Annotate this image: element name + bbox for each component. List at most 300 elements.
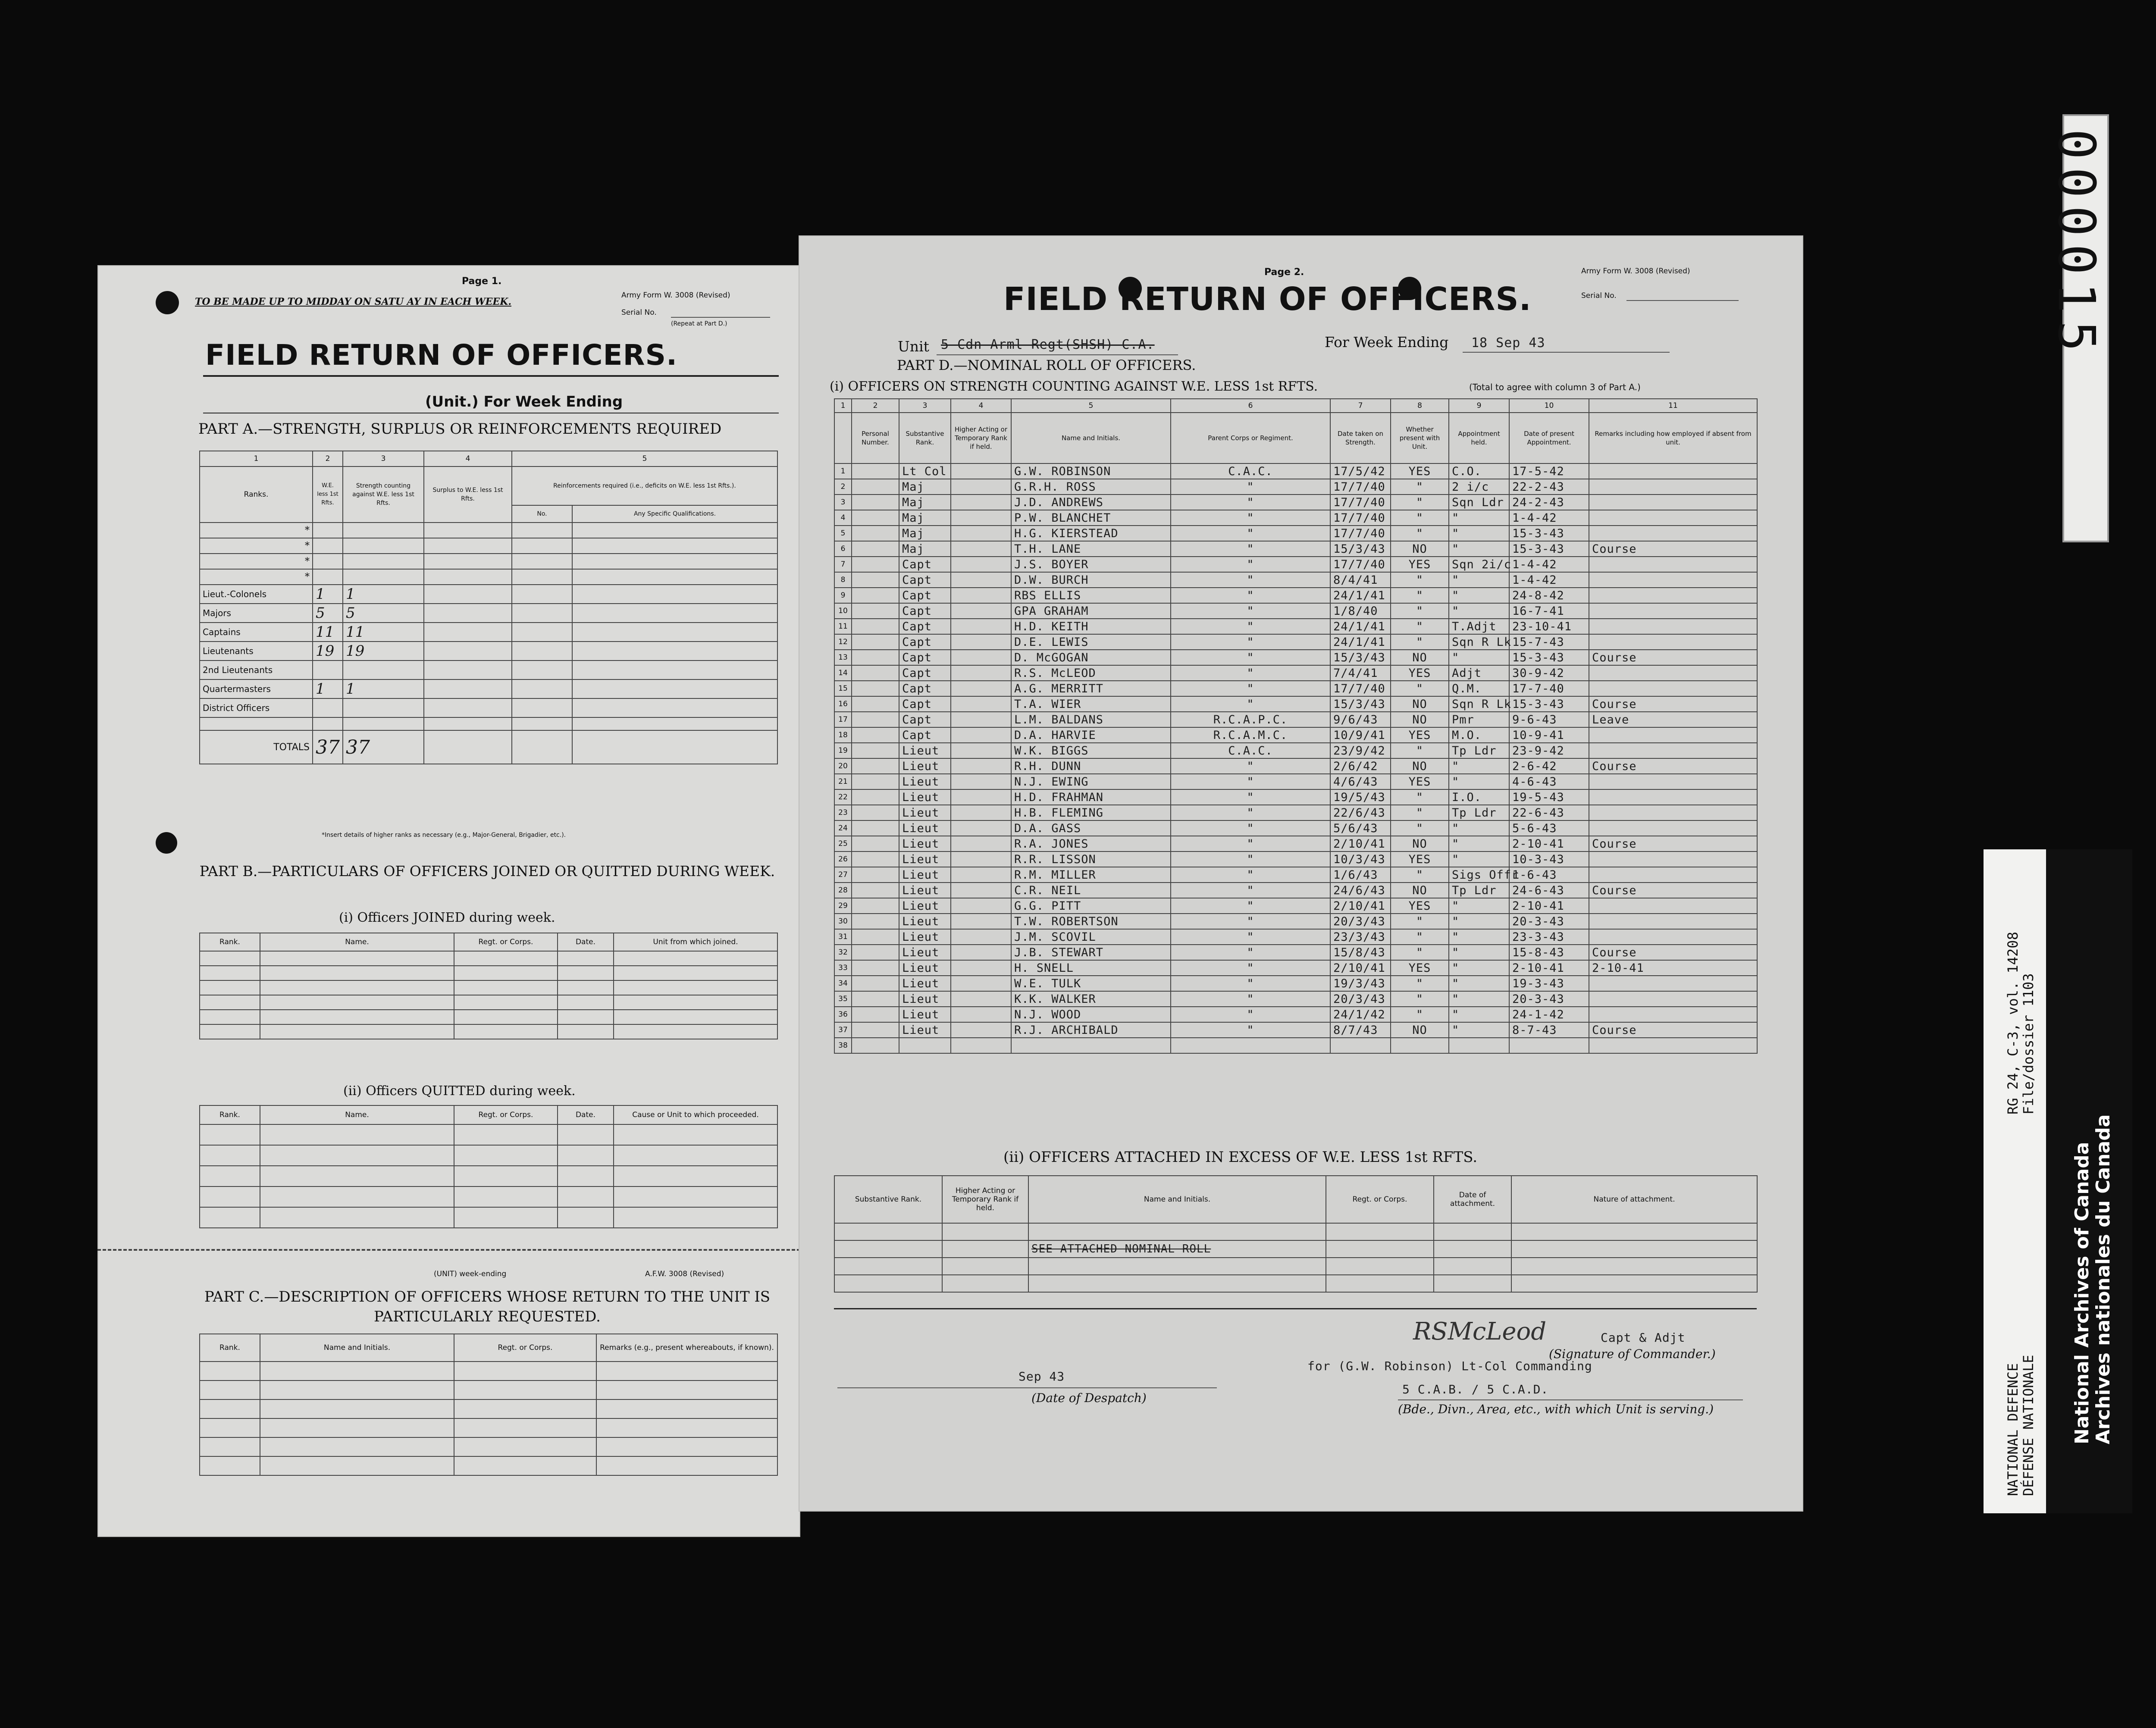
- parent-corps: ": [1171, 650, 1330, 665]
- col-number: 3: [343, 451, 424, 466]
- remarks: Course: [1589, 650, 1757, 665]
- acting-rank: [951, 898, 1011, 914]
- acting-rank: [951, 883, 1011, 898]
- substantive-rank: Lt Col: [899, 463, 951, 479]
- officer-name: T.A. WIER: [1011, 696, 1171, 712]
- appointment: ": [1449, 820, 1509, 836]
- parent-corps: ": [1171, 929, 1330, 945]
- roll-row: [834, 495, 1757, 510]
- roll-col-header: Remarks including how employed if absent from unit.: [1589, 413, 1757, 463]
- present-with-unit: YES: [1391, 774, 1449, 789]
- appointment: ": [1449, 898, 1509, 914]
- personal-number: [852, 588, 899, 603]
- roll-number: 16: [834, 696, 852, 712]
- attached-col: Substantive Rank.: [834, 1176, 942, 1223]
- substantive-rank: Lieut: [899, 820, 951, 836]
- part-a-table: 1 2 3 4 5 Ranks. W.E. less 1st Rfts. Strength counting against W.E. less 1st Rfts. Surplus to W.E. less 1st Rfts. Reinforcements required (i.e., deficits on W.E. less 1st Rfts.). No. Any Specific Qualifications. * * * * Lieut.-Colonels 1 1 Majors 5 5 Captains 11 11 Lieutenants 19 19 2nd Lieutenants Quartermasters 1 1 District Officers TOTALS 37 37: [199, 451, 778, 764]
- signature-label: (Signature of Commander.): [1549, 1347, 1716, 1361]
- substantive-rank: Maj: [899, 526, 951, 541]
- present-with-unit: ": [1391, 929, 1449, 945]
- appointment: ": [1449, 650, 1509, 665]
- roll-row: [834, 681, 1757, 696]
- date-on-strength: 1/8/40: [1330, 603, 1391, 619]
- substantive-rank: Lieut: [899, 789, 951, 805]
- appointment-date: 30-9-42: [1509, 665, 1589, 681]
- despatch-value: Sep 43: [1018, 1369, 1065, 1384]
- roll-number: 11: [834, 619, 852, 634]
- date-on-strength: 23/9/42: [1330, 743, 1391, 758]
- personal-number: [852, 572, 899, 588]
- parent-corps: ": [1171, 883, 1330, 898]
- roll-col-header: Whether present with Unit.: [1391, 413, 1449, 463]
- appointment: Tp Ldr: [1449, 805, 1509, 820]
- roll-row: [834, 479, 1757, 495]
- col-reinforcements: Reinforcements required (i.e., deficits on W.E. less 1st Rfts.).: [512, 466, 777, 505]
- substantive-rank: Lieut: [899, 805, 951, 820]
- totals-we: 37: [313, 730, 343, 764]
- remarks: [1589, 774, 1757, 789]
- col-surplus: Surplus to W.E. less 1st Rfts.: [424, 466, 512, 523]
- acting-rank: [951, 789, 1011, 805]
- appointment-date: 9-6-43: [1509, 712, 1589, 727]
- roll-number: 15: [834, 681, 852, 696]
- roll-number: 23: [834, 805, 852, 820]
- roll-col-header: Parent Corps or Regiment.: [1171, 413, 1330, 463]
- personal-number: [852, 634, 899, 650]
- roll-number: 29: [834, 898, 852, 914]
- part-c-col: Rank.: [200, 1334, 260, 1362]
- substantive-rank: Capt: [899, 557, 951, 572]
- parent-corps: ": [1171, 557, 1330, 572]
- roll-number: 6: [834, 541, 852, 557]
- personal-number: [852, 820, 899, 836]
- remarks: 2-10-41: [1589, 960, 1757, 976]
- roll-number: 2: [834, 479, 852, 495]
- parent-corps: ": [1171, 960, 1330, 976]
- officer-name: G.R.H. ROSS: [1011, 479, 1171, 495]
- appointment: M.O.: [1449, 727, 1509, 743]
- substantive-rank: Capt: [899, 665, 951, 681]
- present-with-unit: ": [1391, 681, 1449, 696]
- we-value: 1: [313, 585, 343, 604]
- officer-name: D.A. GASS: [1011, 820, 1171, 836]
- date-on-strength: 1/6/43: [1330, 867, 1391, 883]
- appointment-date: 15-3-43: [1509, 696, 1589, 712]
- remarks: Course: [1589, 836, 1757, 851]
- appointment-date: 10-9-41: [1509, 727, 1589, 743]
- parent-corps: ": [1171, 510, 1330, 526]
- parent-corps: ": [1171, 479, 1330, 495]
- appointment-date: 22-2-43: [1509, 479, 1589, 495]
- appointment: ": [1449, 774, 1509, 789]
- officer-name: D.A. HARVIE: [1011, 727, 1171, 743]
- officer-name: L.M. BALDANS: [1011, 712, 1171, 727]
- officer-name: K.K. WALKER: [1011, 991, 1171, 1007]
- substantive-rank: Lieut: [899, 743, 951, 758]
- present-with-unit: NO: [1391, 696, 1449, 712]
- page-label: Page 1.: [462, 276, 502, 287]
- date-on-strength: 24/1/41: [1330, 588, 1391, 603]
- part-d-heading: PART D.—NOMINAL ROLL OF OFFICERS.: [897, 357, 1196, 373]
- acting-rank: [951, 696, 1011, 712]
- present-with-unit: ": [1391, 867, 1449, 883]
- appointment: ": [1449, 851, 1509, 867]
- present-with-unit: ": [1391, 805, 1449, 820]
- substantive-rank: Capt: [899, 634, 951, 650]
- roll-row: [834, 914, 1757, 929]
- officer-name: H.D. FRAHMAN: [1011, 789, 1171, 805]
- roll-row: [834, 743, 1757, 758]
- officer-name: J.B. STEWART: [1011, 945, 1171, 960]
- appointment: T.Adjt: [1449, 619, 1509, 634]
- appointment-date: 1-4-42: [1509, 572, 1589, 588]
- remarks: [1589, 727, 1757, 743]
- appointment-date: 20-3-43: [1509, 914, 1589, 929]
- appointment: Tp Ldr: [1449, 743, 1509, 758]
- appointment-date: [1509, 1038, 1589, 1053]
- personal-number: [852, 495, 899, 510]
- acting-rank: [951, 929, 1011, 945]
- roll-col-header: [834, 413, 852, 463]
- roll-row: [834, 851, 1757, 867]
- archives-label-card: [1984, 849, 2132, 1513]
- remarks: [1589, 805, 1757, 820]
- present-with-unit: NO: [1391, 541, 1449, 557]
- roll-row: [834, 867, 1757, 883]
- appointment-date: 1-4-42: [1509, 557, 1589, 572]
- present-with-unit: NO: [1391, 883, 1449, 898]
- substantive-rank: Capt: [899, 696, 951, 712]
- week-ending-label: For Week Ending: [1325, 334, 1449, 351]
- attached-col: Higher Acting or Temporary Rank if held.: [942, 1176, 1028, 1223]
- personal-number: [852, 929, 899, 945]
- substantive-rank: Capt: [899, 727, 951, 743]
- personal-number: [852, 696, 899, 712]
- appointment-date: 15-3-43: [1509, 541, 1589, 557]
- date-on-strength: 10/3/43: [1330, 851, 1391, 867]
- personal-number: [852, 1022, 899, 1038]
- despatch-label: (Date of Despatch): [1031, 1391, 1147, 1405]
- date-on-strength: 2/6/42: [1330, 758, 1391, 774]
- parent-corps: ": [1171, 945, 1330, 960]
- date-on-strength: 24/1/41: [1330, 634, 1391, 650]
- appointment: [1449, 1038, 1509, 1053]
- appointment: ": [1449, 758, 1509, 774]
- personal-number: [852, 836, 899, 851]
- date-on-strength: 17/7/40: [1330, 510, 1391, 526]
- appointment-date: 20-3-43: [1509, 991, 1589, 1007]
- date-on-strength: 2/10/41: [1330, 836, 1391, 851]
- acting-rank: [951, 836, 1011, 851]
- remarks: [1589, 572, 1757, 588]
- roll-col-header: Personal Number.: [852, 413, 899, 463]
- substantive-rank: Lieut: [899, 1007, 951, 1022]
- strength-value: 1: [343, 585, 424, 604]
- present-with-unit: YES: [1391, 665, 1449, 681]
- personal-number: [852, 463, 899, 479]
- appointment-date: 17-7-40: [1509, 681, 1589, 696]
- officer-name: W.K. BIGGS: [1011, 743, 1171, 758]
- roll-number: 13: [834, 650, 852, 665]
- joined-heading: (i) Officers JOINED during week.: [339, 910, 555, 925]
- acting-rank: [951, 463, 1011, 479]
- appointment-date: 19-3-43: [1509, 976, 1589, 991]
- present-with-unit: YES: [1391, 851, 1449, 867]
- part-c-col: Regt. or Corps.: [454, 1334, 596, 1362]
- unit-value: 5 Cdn Arml Regt(SHSH) C.A.: [941, 337, 1155, 352]
- roll-row: [834, 603, 1757, 619]
- substantive-rank: Capt: [899, 603, 951, 619]
- serial-no: Serial No.: [621, 308, 657, 317]
- appointment: ": [1449, 526, 1509, 541]
- punch-hole: [156, 291, 179, 314]
- date-on-strength: 5/6/43: [1330, 820, 1391, 836]
- date-on-strength: 15/8/43: [1330, 945, 1391, 960]
- appointment-date: 16-7-41: [1509, 603, 1589, 619]
- personal-number: [852, 681, 899, 696]
- parent-corps: ": [1171, 588, 1330, 603]
- strength-value: 1: [343, 679, 424, 698]
- col-number: 2: [313, 451, 343, 466]
- part-c-heading: PART C.—DESCRIPTION OF OFFICERS WHOSE RETURN TO THE UNIT IS PARTICULARLY REQUESTED.: [204, 1288, 771, 1325]
- personal-number: [852, 541, 899, 557]
- remarks: [1589, 898, 1757, 914]
- appointment-date: 24-2-43: [1509, 495, 1589, 510]
- week-ending-value: 18 Sep 43: [1471, 335, 1545, 351]
- date-on-strength: 10/9/41: [1330, 727, 1391, 743]
- page-2: [799, 235, 1803, 1512]
- appointment-date: 5-6-43: [1509, 820, 1589, 836]
- acting-rank: [951, 603, 1011, 619]
- officer-name: R.H. DUNN: [1011, 758, 1171, 774]
- roll-col-number: 5: [1011, 399, 1171, 413]
- personal-number: [852, 851, 899, 867]
- joined-col: Rank.: [200, 933, 260, 951]
- acting-rank: [951, 634, 1011, 650]
- personal-number: [852, 945, 899, 960]
- roll-number: 21: [834, 774, 852, 789]
- appointment: ": [1449, 976, 1509, 991]
- attached-col: Regt. or Corps.: [1326, 1176, 1434, 1223]
- substantive-rank: Maj: [899, 495, 951, 510]
- date-on-strength: 23/3/43: [1330, 929, 1391, 945]
- attached-col: Nature of attachment.: [1511, 1176, 1757, 1223]
- roll-number: 28: [834, 883, 852, 898]
- col-number: 4: [424, 451, 512, 466]
- parent-corps: R.C.A.P.C.: [1171, 712, 1330, 727]
- quitted-col: Name.: [260, 1105, 454, 1124]
- part-c-unit-line: (UNIT) week-ending: [434, 1270, 507, 1278]
- remarks: Course: [1589, 696, 1757, 712]
- personal-number: [852, 914, 899, 929]
- roll-number: 27: [834, 867, 852, 883]
- appointment: ": [1449, 929, 1509, 945]
- acting-rank: [951, 914, 1011, 929]
- roll-number: 30: [834, 914, 852, 929]
- quitted-col: Cause or Unit to which proceeded.: [614, 1105, 777, 1124]
- roll-row: [834, 960, 1757, 976]
- date-on-strength: 2/10/41: [1330, 960, 1391, 976]
- date-on-strength: 15/3/43: [1330, 541, 1391, 557]
- roll-row: [834, 526, 1757, 541]
- roll-number: 8: [834, 572, 852, 588]
- appointment-date: 23-9-42: [1509, 743, 1589, 758]
- substantive-rank: Lieut: [899, 883, 951, 898]
- appointment: C.O.: [1449, 463, 1509, 479]
- appointment: Tp Ldr: [1449, 883, 1509, 898]
- date-on-strength: 22/6/43: [1330, 805, 1391, 820]
- parent-corps: ": [1171, 774, 1330, 789]
- present-with-unit: NO: [1391, 1022, 1449, 1038]
- parent-corps: ": [1171, 1007, 1330, 1022]
- acting-rank: [951, 820, 1011, 836]
- parent-corps: ": [1171, 526, 1330, 541]
- officer-name: D. McGOGAN: [1011, 650, 1171, 665]
- joined-col: Date.: [558, 933, 614, 951]
- appointment: Sqn R Lk: [1449, 634, 1509, 650]
- officer-name: J.S. BOYER: [1011, 557, 1171, 572]
- remarks: Course: [1589, 541, 1757, 557]
- roll-number: 37: [834, 1022, 852, 1038]
- parent-corps: ": [1171, 789, 1330, 805]
- strength-value: 11: [343, 623, 424, 642]
- substantive-rank: Capt: [899, 712, 951, 727]
- attached-table: [834, 1175, 1758, 1293]
- date-on-strength: 20/3/43: [1330, 914, 1391, 929]
- appointment-date: 22-6-43: [1509, 805, 1589, 820]
- officer-name: RBS ELLIS: [1011, 588, 1171, 603]
- present-with-unit: ": [1391, 619, 1449, 634]
- we-value: [313, 698, 343, 717]
- officer-name: W.E. TULK: [1011, 976, 1171, 991]
- roll-number: 4: [834, 510, 852, 526]
- appointment-date: 15-7-43: [1509, 634, 1589, 650]
- present-with-unit: ": [1391, 914, 1449, 929]
- roll-row: [834, 898, 1757, 914]
- roll-number: 7: [834, 557, 852, 572]
- repeat-note: (Repeat at Part D.): [671, 320, 727, 327]
- totals-label: TOTALS: [200, 730, 313, 764]
- attached-col: Date of attachment.: [1434, 1176, 1511, 1223]
- remarks: Course: [1589, 758, 1757, 774]
- col-number: 1: [200, 451, 313, 466]
- parent-corps: ": [1171, 681, 1330, 696]
- date-on-strength: 15/3/43: [1330, 650, 1391, 665]
- source-fr: DÉFENSE NATIONALE: [2020, 1355, 2037, 1496]
- personal-number: [852, 789, 899, 805]
- roll-number: 14: [834, 665, 852, 681]
- date-on-strength: 4/6/43: [1330, 774, 1391, 789]
- parent-corps: C.A.C.: [1171, 463, 1330, 479]
- acting-rank: [951, 712, 1011, 727]
- officer-name: H.G. KIERSTEAD: [1011, 526, 1171, 541]
- date-on-strength: 17/7/40: [1330, 495, 1391, 510]
- date-on-strength: 19/5/43: [1330, 789, 1391, 805]
- roll-number: 22: [834, 789, 852, 805]
- roll-row: [834, 696, 1757, 712]
- remarks: [1589, 867, 1757, 883]
- personal-number: [852, 883, 899, 898]
- instruction-line: TO BE MADE UP TO MIDDAY ON SATU AY IN EACH WEEK.: [195, 296, 511, 307]
- roll-row: [834, 634, 1757, 650]
- parent-corps: ": [1171, 851, 1330, 867]
- appointment: ": [1449, 945, 1509, 960]
- roll-col-number: 8: [1391, 399, 1449, 413]
- formation-label: (Bde., Divn., Area, etc., with which Unit is serving.): [1398, 1402, 1714, 1416]
- present-with-unit: [1391, 1038, 1449, 1053]
- date-on-strength: 24/1/42: [1330, 1007, 1391, 1022]
- remarks: Course: [1589, 1022, 1757, 1038]
- roll-row: [834, 945, 1757, 960]
- parent-corps: ": [1171, 820, 1330, 836]
- roll-number: 35: [834, 991, 852, 1007]
- date-on-strength: 17/5/42: [1330, 463, 1391, 479]
- acting-rank: [951, 557, 1011, 572]
- col-strength: Strength counting against W.E. less 1st Rfts.: [343, 466, 424, 523]
- acting-rank: [951, 541, 1011, 557]
- roll-row: [834, 572, 1757, 588]
- we-value: 19: [313, 642, 343, 661]
- officer-name: D.W. BURCH: [1011, 572, 1171, 588]
- officer-name: T.H. LANE: [1011, 541, 1171, 557]
- appointment: ": [1449, 960, 1509, 976]
- commander-signature: RSMcLeod: [1413, 1318, 1547, 1346]
- roll-col-number: 1: [834, 399, 852, 413]
- appointment-date: 4-6-43: [1509, 774, 1589, 789]
- present-with-unit: NO: [1391, 712, 1449, 727]
- parent-corps: ": [1171, 976, 1330, 991]
- parent-corps: R.C.A.M.C.: [1171, 727, 1330, 743]
- substantive-rank: Lieut: [899, 867, 951, 883]
- roll-number: 18: [834, 727, 852, 743]
- remarks: [1589, 603, 1757, 619]
- roll-col-number: 9: [1449, 399, 1509, 413]
- officer-name: GPA GRAHAM: [1011, 603, 1171, 619]
- date-on-strength: 8/4/41: [1330, 572, 1391, 588]
- remarks: Course: [1589, 945, 1757, 960]
- present-with-unit: ": [1391, 743, 1449, 758]
- officer-name: H.D. KEITH: [1011, 619, 1171, 634]
- parent-corps: ": [1171, 603, 1330, 619]
- appointment: ": [1449, 836, 1509, 851]
- roll-row: [834, 510, 1757, 526]
- roll-number: 38: [834, 1038, 852, 1053]
- officer-name: [1011, 1038, 1171, 1053]
- present-with-unit: YES: [1391, 463, 1449, 479]
- date-on-strength: 7/4/41: [1330, 665, 1391, 681]
- parent-corps: ": [1171, 867, 1330, 883]
- appointment: Sqn 2i/c: [1449, 557, 1509, 572]
- date-on-strength: 9/6/43: [1330, 712, 1391, 727]
- acting-rank: [951, 1007, 1011, 1022]
- remarks: Course: [1589, 883, 1757, 898]
- substantive-rank: Capt: [899, 572, 951, 588]
- substantive-rank: Maj: [899, 479, 951, 495]
- roll-row: [834, 976, 1757, 991]
- parent-corps: ": [1171, 665, 1330, 681]
- for-line: for (G.W. Robinson) Lt-Col Commanding: [1307, 1359, 1592, 1373]
- roll-row: [834, 1038, 1757, 1053]
- remarks: [1589, 510, 1757, 526]
- appointment-date: 2-10-41: [1509, 836, 1589, 851]
- rank-label: Quartermasters: [200, 679, 313, 698]
- col-number: 5: [512, 451, 777, 466]
- personal-number: [852, 976, 899, 991]
- rank-label: Majors: [200, 604, 313, 623]
- rank-label: District Officers: [200, 698, 313, 717]
- acting-rank: [951, 1038, 1011, 1053]
- remarks: [1589, 851, 1757, 867]
